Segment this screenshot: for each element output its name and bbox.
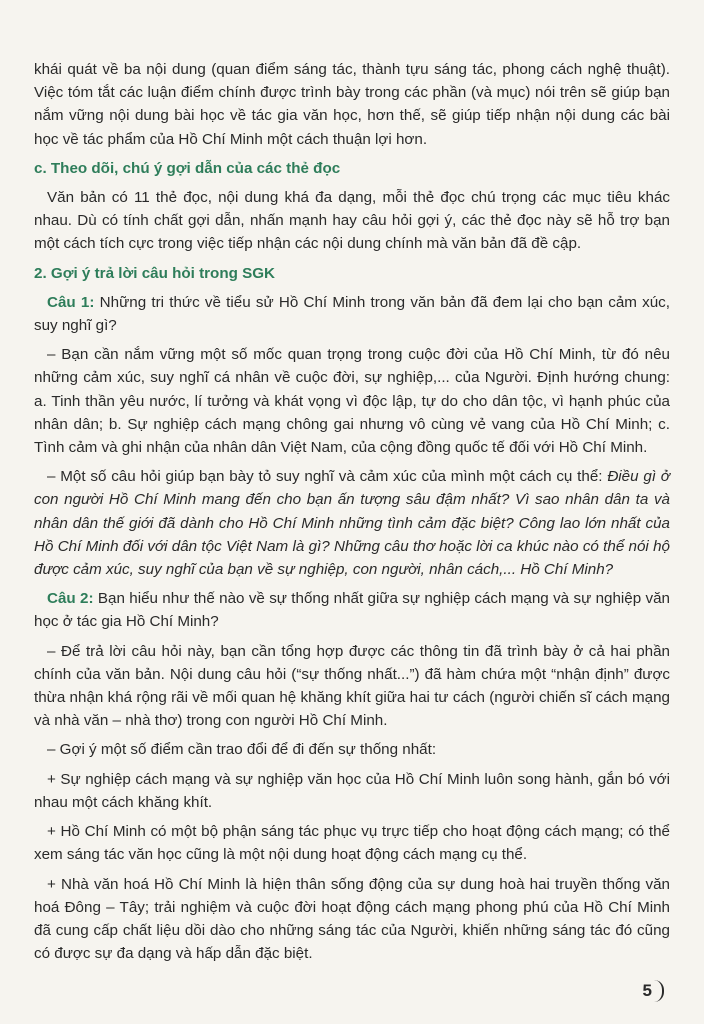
question-2 <box>34 587 670 633</box>
page-content <box>34 58 670 971</box>
q2-answer-paragraph-2: – Gợi ý một số điểm cần trao đổi để đi đến sự thống nhất: <box>47 741 437 759</box>
page-number: 5 <box>642 981 652 1000</box>
section-c-paragraph: Văn bản có 11 thẻ đọc, nội dung khá đa dạng, mỗi thẻ đọc chú trọng các mục tiêu khác nhau. Dù có tính chất gợi dẫn, nhấn mạnh hay câu hỏi gợi ý, các thẻ đọc này sẽ hỗ trợ bạn một cách tích cực trong việc tiếp nhận các nội dung chính mà văn bản đã đề cập. <box>34 189 670 253</box>
q1-answer-2-italic: Điều gì ở con người Hồ Chí Minh mang đến cho bạn ấn tượng sâu đậm nhất? Vì sao nhân dân ta và nhân dân thế giới đã dành cho Hồ Chí Minh những tình cảm đặc biệt? Công lao lớn nhất của Hồ Chí Minh đối với dân tộc Việt Nam là gì? Những câu thơ hoặc lời ca khúc nào có thể nói hộ được cảm xúc, suy nghĩ của bạn về sự nghiệp, con người, nhân cách,... Hồ Chí Minh? <box>34 468 670 579</box>
question-1-label: Câu 1: <box>47 293 95 311</box>
q1-answer-paragraph-2 <box>34 465 670 581</box>
intro-paragraph: khái quát về ba nội dung (quan điểm sáng tác, thành tựu sáng tác, phong cách nghệ thuật). Việc tóm tắt các luận điểm chính được trình bày trong các phần (và mục) nói trên sẽ giúp bạn nắm vững nội dung bài học về tác gia văn học, hơn thế, sẽ giúp tiếp nhận nội dung các bài học về tác phẩm của Hồ Chí Minh một cách thuận lợi hơn. <box>34 61 670 148</box>
section-2-heading: 2. Gợi ý trả lời câu hỏi trong SGK <box>34 264 276 282</box>
question-1-text: Những tri thức về tiểu sử Hồ Chí Minh trong văn bản đã đem lại cho bạn cảm xúc, suy nghĩ gì? <box>34 293 670 335</box>
q1-answer-2-plain: – Một số câu hỏi giúp bạn bày tỏ suy nghĩ và cảm xúc của mình một cách cụ thể: <box>47 468 608 486</box>
question-1 <box>34 291 670 337</box>
q2-answer-paragraph-4: + Hồ Chí Minh có một bộ phận sáng tác phục vụ trực tiếp cho hoạt động cách mạng; có thể xem sáng tác văn học cũng là một nội dung hoạt động cách mạng cụ thể. <box>34 823 670 864</box>
section-c-heading: c. Theo dõi, chú ý gợi dẫn của các thẻ đọc <box>34 159 341 177</box>
q1-answer-paragraph-1: – Bạn cần nắm vững một số mốc quan trọng trong cuộc đời của Hồ Chí Minh, từ đó nêu những cảm xúc, suy nghĩ cá nhân về cuộc đời, sự nghiệp,... của Người. Định hướng chung: a. Tinh thần yêu nước, lí tưởng và khát vọng vì độc lập, tự do cho dân tộc, vì hạnh phúc của nhân dân; b. Sự nghiệp cách mạng chông gai nhưng vô cùng vẻ vang của Hồ Chí Minh; c. Tình cảm và ghi nhận của nhân dân Việt Nam, của cộng đồng quốc tế đối với Hồ Chí Minh. <box>34 346 670 457</box>
question-2-label: Câu 2: <box>47 590 94 608</box>
question-2-text: Bạn hiểu như thế nào về sự thống nhất giữa sự nghiệp cách mạng và sự nghiệp văn học ở tác gia Hồ Chí Minh? <box>34 590 671 631</box>
q2-answer-paragraph-3: + Sự nghiệp cách mạng và sự nghiệp văn học của Hồ Chí Minh luôn song hành, gắn bó với nhau một cách khăng khít. <box>34 770 670 811</box>
q2-answer-paragraph-5: + Nhà văn hoá Hồ Chí Minh là hiện thân sống động của sự dung hoà hai truyền thống văn hoá Đông – Tây; trải nghiệm và cuộc đời hoạt động cách mạng phong phú của Hồ Chí Minh đã cung cấp chất liệu dồi dào cho những sáng tác của Người, khiến những sáng tác đó cũng có được sự đa dạng và hấp dẫn đặc biệt. <box>34 875 670 963</box>
page-number-bracket <box>654 980 664 1002</box>
q2-answer-paragraph-1: – Để trả lời câu hỏi này, bạn cần tổng hợp được các thông tin đã trình bày ở cả hai phần chính của văn bản. Nội dung câu hỏi (“sự thống nhất...”) đã hàm chứa một “nhận định” được thừa nhận khá rộng rãi về mối quan hệ khăng khít giữa hai tư cách (người chiến sĩ cách mạng và nhà văn – nhà thơ) trong con người Hồ Chí Minh. <box>34 642 670 730</box>
